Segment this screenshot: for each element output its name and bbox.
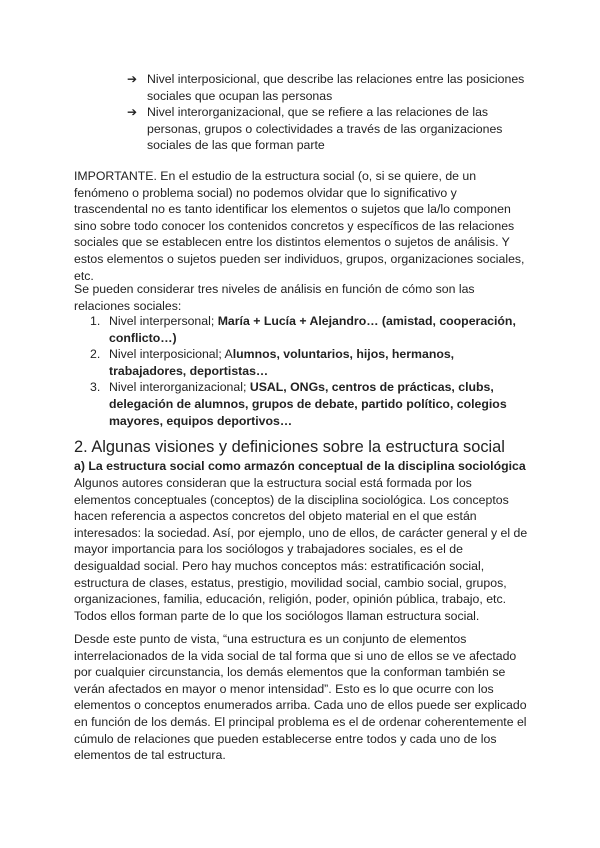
- arrow-right-icon: ➔: [127, 72, 138, 86]
- arrow-right-icon: ➔: [127, 105, 138, 120]
- list-number: 2.: [90, 347, 101, 362]
- levels-numbered-list: [74, 313, 530, 429]
- arrow-list-item: [125, 104, 545, 154]
- level-label: Nivel interposicional; A: [109, 347, 233, 362]
- subsection-heading: a) La estructura social como armazón conceptual de la disciplina sociológica: [74, 459, 526, 473]
- important-paragraph: IMPORTANTE. En el estudio de la estructura social (o, si se quiere, de un fenómeno o problema social) no podemos olvidar que lo significativo y trascendental no es tanto identificar los elementos o sujetos que la/lo componen sino sobre todo conocer los contenidos concretos y específicos de las relaciones sociales que se establecen entre los distintos elementos o sujetos de análisis. Y estos elementos o sujetos pueden ser individuos, grupos, organizaciones sociales, etc.: [74, 169, 525, 283]
- arrow-item-text: Nivel interposicional, que describe las relaciones entre las posiciones sociales que ocupan las personas: [147, 72, 525, 103]
- section-heading: 2. Algunas visiones y definiciones sobre la estructura social: [74, 438, 505, 456]
- level-label: Nivel interorganizacional;: [109, 380, 247, 395]
- viewpoint-paragraph: Desde este punto de vista, “una estructura es un conjunto de elementos interrelacionados de la vida social de tal forma que si uno de ellos se ve afectado por cualquier circunstancia, los demás elementos que la conforman también se verán afectados en mayor o menor intensidad”. Esto es lo que ocurre con los elementos o conceptos enumerados arriba. Cada uno de ellos puede ser explicado en función de los demás. El principal problema es el de ordenar coherentemente el cúmulo de relaciones que pueden establecerse entre todos y cada uno de los elementos de tal estructura.: [74, 632, 527, 763]
- level-example: María + Lucía + Alejandro… (amistad, cooperación, conflicto…): [109, 314, 516, 345]
- list-number: 3.: [90, 380, 101, 395]
- level-list-item: [74, 379, 530, 429]
- level-list-item: [74, 346, 530, 379]
- authors-paragraph: Algunos autores consideran que la estructura social está formada por los elementos conceptuales (conceptos) de la disciplina sociológica. Los conceptos hacen referencia a aspectos concretos del objeto material en el que están interesados: la sociedad. Así, por ejemplo, uno de ellos, de carácter general y el de mayor importancia para los sociólogos y trabajadores sociales, es el de desigualdad social. Pero hay muchos conceptos más: estratificación social, estructura de clases, estatus, prestigio, movilidad social, cambio social, grupos, organizaciones, familia, educación, religión, poder, opinión pública, trabajo, etc. Todos ellos forman parte de lo que los sociólogos llaman estructura social.: [74, 476, 528, 623]
- levels-intro-paragraph: Se pueden considerar tres niveles de análisis en función de cómo son las relaciones sociales:: [74, 282, 475, 313]
- level-example: USAL, ONGs, centros de prácticas, clubs, delegación de alumnos, grupos de debate, partido político, colegios mayores, equipos deportivos…: [109, 380, 507, 428]
- arrow-item-text: Nivel interorganizacional, que se refiere a las relaciones de las personas, grupos o colectividades a través de las organizaciones sociales de las que forman parte: [147, 105, 503, 153]
- level-list-item: [74, 313, 530, 346]
- level-example: lumnos, voluntarios, hijos, hermanos, trabajadores, deportistas…: [109, 347, 455, 378]
- arrow-bullet-list: [125, 71, 545, 154]
- list-number: 1.: [90, 314, 101, 328]
- arrow-list-item: [125, 71, 545, 104]
- level-label: Nivel interpersonal;: [109, 314, 215, 328]
